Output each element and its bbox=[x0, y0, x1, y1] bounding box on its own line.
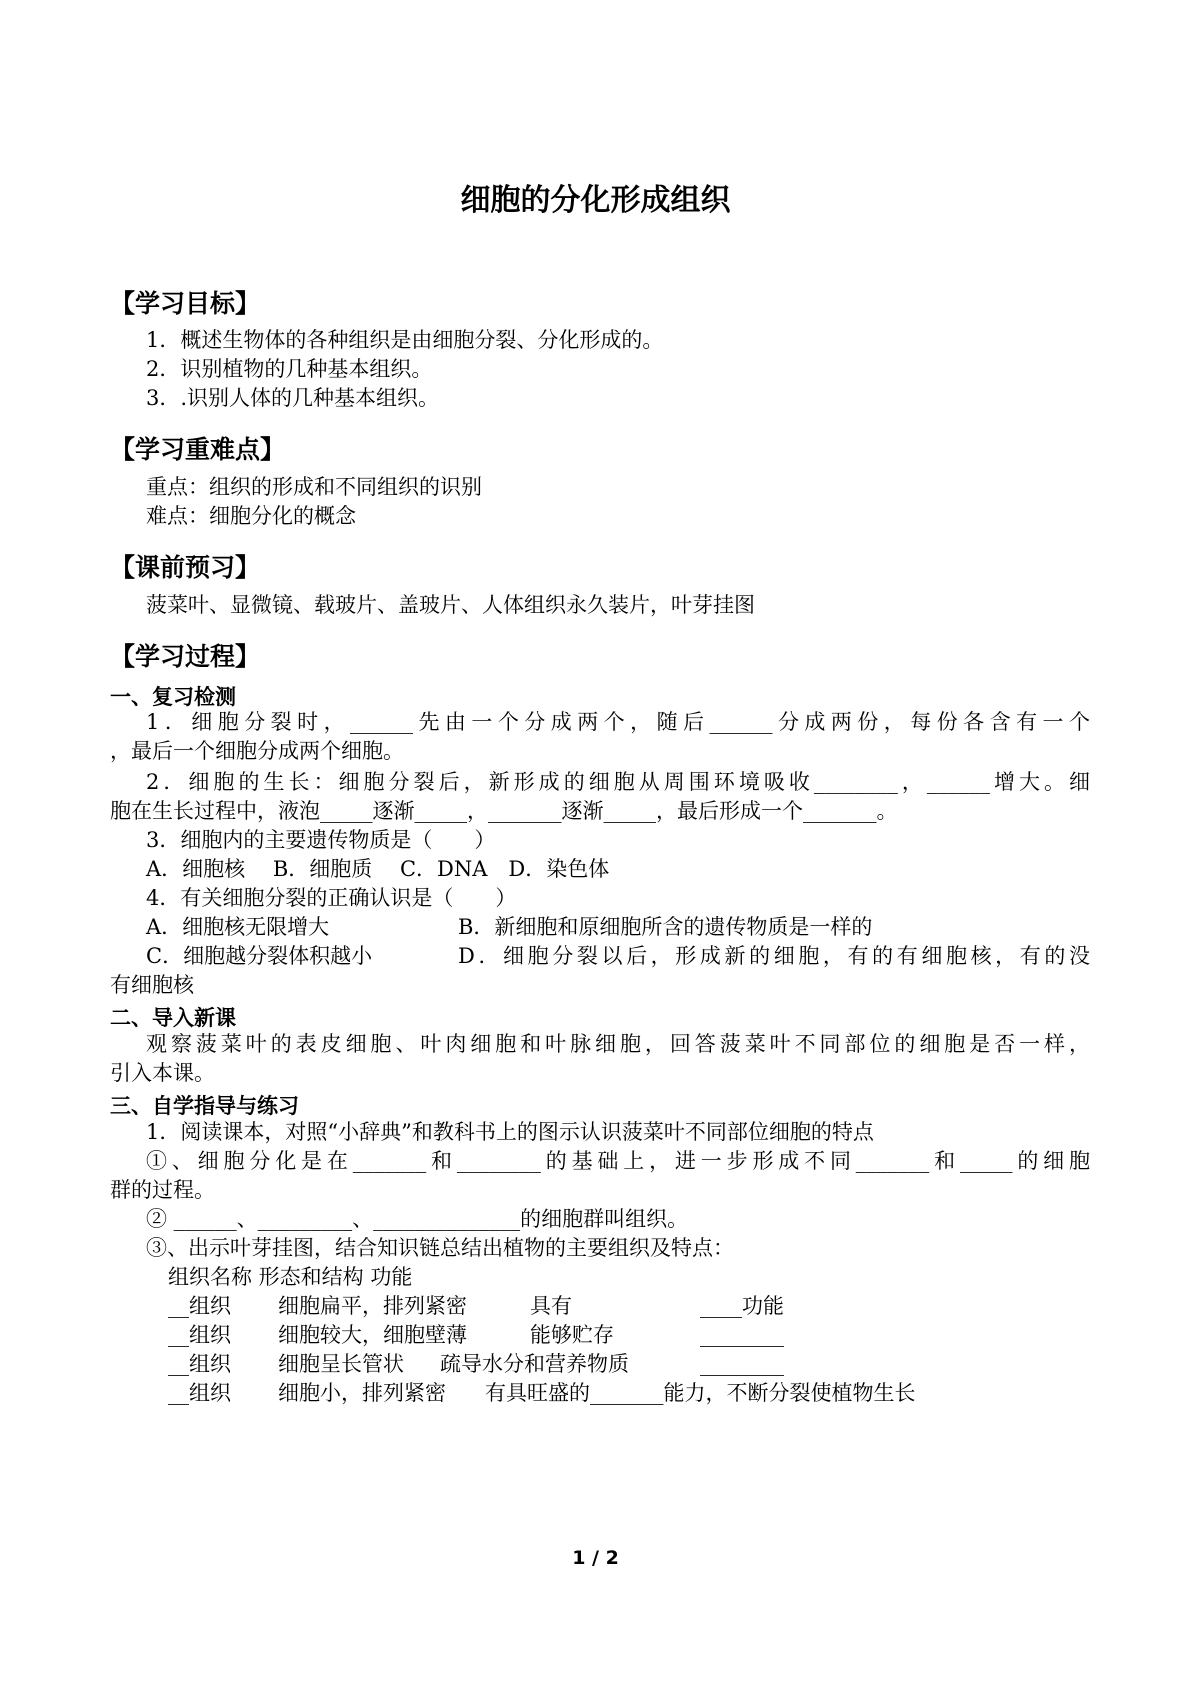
section-heading-goals: 【学习目标】 bbox=[110, 289, 261, 318]
tissue-function: 疏导水分和营养物质 bbox=[440, 1352, 629, 1376]
tissue-function-blank: ________ bbox=[700, 1352, 784, 1376]
subsection-heading-review: 一、复习检测 bbox=[110, 685, 236, 709]
tissue-table-header: 组织名称 形态和结构 功能 bbox=[168, 1265, 413, 1289]
section-heading-process: 【学习过程】 bbox=[110, 642, 261, 671]
tissue-function-blank: ________ bbox=[700, 1323, 784, 1347]
tissue-structure: 细胞扁平，排列紧密 bbox=[278, 1294, 467, 1318]
self-study-item: 群的过程。 bbox=[110, 1178, 215, 1202]
question-2-line: 2．细胞的生长：细胞分裂后，新形成的细胞从周围环境吸收________，______增大。细 bbox=[146, 770, 1090, 794]
question-3: 3．细胞内的主要遗传物质是（ ） bbox=[146, 828, 496, 852]
question-2-line: 胞在生长过程中，液泡_____逐渐_____，_______逐渐_____，最后形成一个_______。 bbox=[110, 799, 898, 823]
tissue-name: __组织 bbox=[168, 1381, 231, 1405]
tissue-structure: 细胞较大，细胞壁薄 bbox=[278, 1323, 467, 1347]
tissue-structure: 细胞呈长管状 bbox=[278, 1352, 404, 1376]
question-4-option-a: A．细胞核无限增大 bbox=[146, 915, 330, 939]
self-study-item: ② ______、_________、______________的细胞群叫组织。 bbox=[146, 1207, 689, 1231]
tissue-name: __组织 bbox=[168, 1352, 231, 1376]
tissue-name: __组织 bbox=[168, 1294, 231, 1318]
subsection-heading-self-study: 三、自学指导与练习 bbox=[110, 1094, 299, 1118]
page-title: 细胞的分化形成组织 bbox=[460, 183, 731, 218]
self-study-item: ③、出示叶芽挂图，结合知识链总结出植物的主要组织及特点： bbox=[146, 1236, 734, 1260]
self-study-item: 1．阅读课本，对照“小辞典”和教科书上的图示认识菠菜叶不同部位细胞的特点 bbox=[146, 1120, 874, 1144]
page-number: 1 / 2 bbox=[572, 1547, 619, 1569]
question-4: 4．有关细胞分裂的正确认识是（ ） bbox=[146, 886, 517, 910]
goal-item: 3．.识别人体的几种基本组织。 bbox=[146, 386, 440, 410]
tissue-structure: 细胞小，排列紧密 bbox=[278, 1381, 446, 1405]
question-4-option-d: D．细胞分裂以后，形成新的细胞，有的有细胞核，有的没 bbox=[458, 944, 1090, 968]
question-4-option-c: C．细胞越分裂体积越小 bbox=[146, 944, 373, 968]
goal-item: 2．识别植物的几种基本组织。 bbox=[146, 357, 433, 381]
section-heading-keypoints: 【学习重难点】 bbox=[110, 435, 286, 464]
section-heading-preview: 【课前预习】 bbox=[110, 553, 261, 582]
tissue-function-blank: ____功能 bbox=[700, 1294, 784, 1318]
subsection-heading-intro: 二、导入新课 bbox=[110, 1006, 236, 1030]
goal-item: 1．概述生物体的各种组织是由细胞分裂、分化形成的。 bbox=[146, 328, 664, 352]
tissue-name: __组织 bbox=[168, 1323, 231, 1347]
intro-text: 观察菠菜叶的表皮细胞、叶肉细胞和叶脉细胞，回答菠菜叶不同部位的细胞是否一样， bbox=[146, 1032, 1090, 1056]
keypoint-item: 难点：细胞分化的概念 bbox=[146, 504, 356, 528]
question-4-option-d: 有细胞核 bbox=[110, 973, 194, 997]
keypoint-item: 重点：组织的形成和不同组织的识别 bbox=[146, 475, 482, 499]
question-1-line: ，最后一个细胞分成两个细胞。 bbox=[110, 739, 404, 763]
tissue-function: 能够贮存 bbox=[530, 1323, 614, 1347]
self-study-item: ①、细胞分化是在_______和________的基础上，进一步形成不同_______和_____的细胞 bbox=[146, 1149, 1090, 1173]
preview-text: 菠菜叶、显微镜、载玻片、盖玻片、人体组织永久装片，叶芽挂图 bbox=[146, 593, 755, 617]
tissue-function: 具有 bbox=[530, 1294, 572, 1318]
question-1-line: 1．细胞分裂时，______先由一个分成两个，随后______分成两份，每份各含有一个 bbox=[146, 710, 1090, 734]
question-4-option-b: B．新细胞和原细胞所含的遗传物质是一样的 bbox=[458, 915, 873, 939]
tissue-function: 有具旺盛的_______能力，不断分裂使植物生长 bbox=[485, 1381, 916, 1405]
intro-text: 引入本课。 bbox=[110, 1061, 215, 1085]
question-3-options: A．细胞核 B．细胞质 C．DNA D．染色体 bbox=[146, 857, 610, 881]
